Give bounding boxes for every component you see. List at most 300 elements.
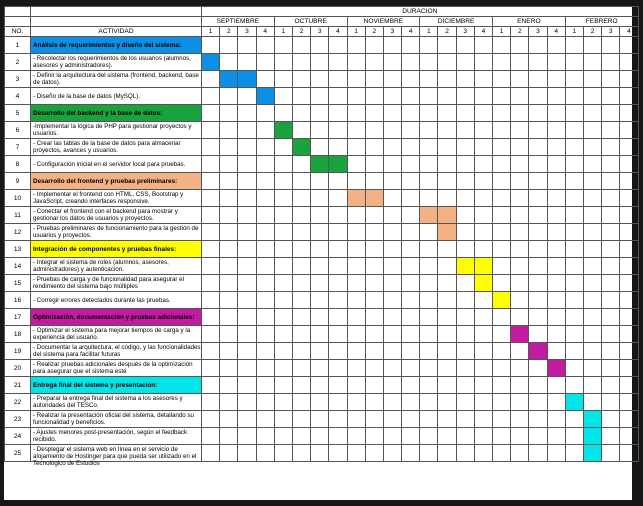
timeline-cell — [420, 445, 438, 462]
timeline-cell — [238, 394, 256, 411]
timeline-cell — [329, 88, 347, 105]
timeline-cell — [292, 241, 310, 258]
timeline-cell — [329, 173, 347, 190]
timeline-cell — [602, 326, 620, 343]
timeline-cell — [602, 309, 620, 326]
timeline-cell — [511, 156, 529, 173]
timeline-cell — [329, 360, 347, 377]
timeline-cell — [511, 275, 529, 292]
task-row — [5, 139, 639, 156]
timeline-cell — [602, 224, 620, 241]
timeline-cell — [547, 122, 565, 139]
task-description — [31, 88, 202, 105]
timeline-cell — [493, 122, 511, 139]
timeline-cell — [583, 224, 601, 241]
task-description — [31, 71, 202, 88]
timeline-cell — [547, 326, 565, 343]
timeline-cell — [256, 173, 274, 190]
timeline-cell — [383, 275, 401, 292]
timeline-cell — [602, 105, 620, 122]
timeline-cell — [292, 190, 310, 207]
timeline-cell — [383, 105, 401, 122]
timeline-cell — [493, 326, 511, 343]
timeline-cell — [547, 105, 565, 122]
timeline-cell — [202, 292, 220, 309]
timeline-cell — [583, 394, 601, 411]
timeline-cell — [347, 122, 365, 139]
timeline-cell — [274, 326, 292, 343]
gantt-table — [4, 6, 639, 467]
gantt-bar-cell — [274, 122, 292, 139]
activity-text: - Preparar la entrega final del sistema a los asesores y autoridades del TESCo. — [33, 395, 183, 409]
timeline-cell — [565, 190, 583, 207]
row-number: 11 — [5, 207, 31, 224]
timeline-cell — [256, 37, 274, 54]
timeline-cell — [456, 445, 474, 462]
timeline-cell — [583, 309, 601, 326]
timeline-cell — [274, 37, 292, 54]
week-header: 2 — [292, 27, 310, 37]
timeline-cell — [602, 190, 620, 207]
header-row-months — [5, 17, 639, 27]
timeline-cell — [220, 139, 238, 156]
timeline-cell — [220, 37, 238, 54]
timeline-cell — [602, 428, 620, 445]
task-row — [5, 343, 639, 360]
timeline-cell — [529, 394, 547, 411]
timeline-cell — [474, 190, 492, 207]
timeline-cell — [620, 71, 638, 88]
timeline-cell — [238, 207, 256, 224]
timeline-cell — [347, 173, 365, 190]
month-header: NOVIEMBRE — [347, 17, 420, 27]
gantt-bar-cell — [420, 207, 438, 224]
timeline-cell — [547, 173, 565, 190]
timeline-cell — [292, 207, 310, 224]
timeline-cell — [383, 394, 401, 411]
timeline-cell — [274, 309, 292, 326]
timeline-cell — [202, 156, 220, 173]
timeline-cell — [420, 360, 438, 377]
timeline-cell — [202, 377, 220, 394]
timeline-cell — [493, 258, 511, 275]
timeline-cell — [238, 411, 256, 428]
timeline-cell — [365, 105, 383, 122]
timeline-cell — [383, 54, 401, 71]
timeline-cell — [456, 241, 474, 258]
timeline-cell — [511, 71, 529, 88]
timeline-cell — [329, 394, 347, 411]
timeline-cell — [311, 54, 329, 71]
timeline-cell — [329, 445, 347, 462]
row-number: 10 — [5, 190, 31, 207]
week-header: 1 — [565, 27, 583, 37]
timeline-cell — [493, 360, 511, 377]
timeline-cell — [438, 156, 456, 173]
timeline-cell — [529, 54, 547, 71]
timeline-cell — [620, 37, 638, 54]
task-row — [5, 122, 639, 139]
timeline-cell — [274, 105, 292, 122]
timeline-cell — [583, 190, 601, 207]
timeline-cell — [402, 207, 420, 224]
timeline-cell — [238, 360, 256, 377]
timeline-cell — [311, 411, 329, 428]
timeline-cell — [438, 360, 456, 377]
timeline-cell — [565, 156, 583, 173]
timeline-cell — [529, 292, 547, 309]
timeline-cell — [438, 258, 456, 275]
gantt-bar-cell — [202, 54, 220, 71]
gantt-bar-cell — [311, 156, 329, 173]
timeline-cell — [383, 428, 401, 445]
row-number: 23 — [5, 411, 31, 428]
timeline-cell — [274, 275, 292, 292]
timeline-cell — [311, 428, 329, 445]
timeline-cell — [420, 88, 438, 105]
timeline-cell — [474, 360, 492, 377]
timeline-cell — [329, 309, 347, 326]
timeline-cell — [256, 105, 274, 122]
row-number: 1 — [5, 37, 31, 54]
timeline-cell — [602, 122, 620, 139]
timeline-cell — [420, 411, 438, 428]
timeline-cell — [620, 190, 638, 207]
task-row — [5, 445, 639, 462]
timeline-cell — [274, 292, 292, 309]
timeline-cell — [329, 71, 347, 88]
timeline-cell — [311, 343, 329, 360]
timeline-cell — [311, 360, 329, 377]
task-description — [31, 275, 202, 292]
timeline-cell — [620, 88, 638, 105]
task-description — [31, 411, 202, 428]
timeline-cell — [529, 411, 547, 428]
section-title — [31, 37, 202, 54]
timeline-cell — [602, 258, 620, 275]
timeline-cell — [238, 105, 256, 122]
timeline-cell — [329, 139, 347, 156]
timeline-cell — [493, 190, 511, 207]
timeline-cell — [511, 190, 529, 207]
timeline-cell — [311, 88, 329, 105]
timeline-cell — [529, 360, 547, 377]
timeline-cell — [420, 173, 438, 190]
timeline-cell — [583, 173, 601, 190]
timeline-cell — [256, 394, 274, 411]
timeline-cell — [311, 275, 329, 292]
timeline-cell — [238, 445, 256, 462]
timeline-cell — [456, 411, 474, 428]
gantt-bar-cell — [511, 326, 529, 343]
timeline-cell — [365, 309, 383, 326]
timeline-cell — [347, 394, 365, 411]
task-row — [5, 411, 639, 428]
timeline-cell — [402, 224, 420, 241]
timeline-cell — [365, 275, 383, 292]
timeline-cell — [202, 326, 220, 343]
timeline-cell — [583, 377, 601, 394]
timeline-cell — [365, 377, 383, 394]
timeline-cell — [329, 190, 347, 207]
timeline-cell — [347, 54, 365, 71]
timeline-cell — [256, 241, 274, 258]
timeline-cell — [511, 241, 529, 258]
timeline-cell — [402, 275, 420, 292]
timeline-cell — [620, 105, 638, 122]
timeline-cell — [365, 54, 383, 71]
timeline-cell — [547, 156, 565, 173]
timeline-cell — [383, 343, 401, 360]
timeline-cell — [256, 360, 274, 377]
timeline-cell — [220, 394, 238, 411]
timeline-cell — [202, 275, 220, 292]
timeline-cell — [529, 71, 547, 88]
timeline-cell — [493, 428, 511, 445]
timeline-cell — [220, 88, 238, 105]
timeline-cell — [311, 309, 329, 326]
timeline-cell — [474, 105, 492, 122]
timeline-cell — [493, 105, 511, 122]
timeline-cell — [474, 428, 492, 445]
timeline-cell — [529, 122, 547, 139]
timeline-cell — [602, 173, 620, 190]
timeline-cell — [274, 156, 292, 173]
timeline-cell — [311, 445, 329, 462]
row-number: 8 — [5, 156, 31, 173]
timeline-cell — [602, 445, 620, 462]
row-number: 15 — [5, 275, 31, 292]
timeline-cell — [583, 275, 601, 292]
timeline-cell — [365, 122, 383, 139]
activity-text: Integración de componentes y pruebas finales: — [33, 245, 177, 253]
timeline-cell — [347, 309, 365, 326]
timeline-cell — [256, 122, 274, 139]
timeline-cell — [292, 428, 310, 445]
timeline-cell — [238, 292, 256, 309]
timeline-cell — [365, 37, 383, 54]
timeline-cell — [456, 37, 474, 54]
header-row-weeks — [5, 27, 639, 37]
timeline-cell — [274, 54, 292, 71]
timeline-cell — [456, 105, 474, 122]
activity-column-header: ACTIVIDAD — [31, 27, 202, 37]
timeline-cell — [493, 411, 511, 428]
timeline-cell — [620, 394, 638, 411]
timeline-cell — [547, 224, 565, 241]
section-row — [5, 173, 639, 190]
timeline-cell — [565, 207, 583, 224]
month-header: DICIEMBRE — [420, 17, 493, 27]
timeline-cell — [529, 309, 547, 326]
gantt-bar-cell — [438, 224, 456, 241]
timeline-cell — [383, 207, 401, 224]
timeline-cell — [583, 292, 601, 309]
timeline-cell — [438, 343, 456, 360]
timeline-cell — [274, 258, 292, 275]
task-description — [31, 428, 202, 445]
timeline-cell — [329, 411, 347, 428]
timeline-cell — [256, 292, 274, 309]
activity-text: - Conectar el frontend con el backend para mostrar y gestionar los datos de usuarios y proyectos. — [33, 208, 178, 222]
header-blank — [5, 7, 31, 17]
timeline-cell — [474, 156, 492, 173]
timeline-cell — [220, 326, 238, 343]
timeline-cell — [292, 292, 310, 309]
timeline-cell — [493, 37, 511, 54]
timeline-cell — [456, 309, 474, 326]
timeline-cell — [620, 122, 638, 139]
section-title — [31, 241, 202, 258]
timeline-cell — [583, 360, 601, 377]
header-blank — [31, 7, 202, 17]
timeline-cell — [583, 326, 601, 343]
timeline-cell — [292, 122, 310, 139]
task-description — [31, 156, 202, 173]
timeline-cell — [256, 445, 274, 462]
task-row — [5, 428, 639, 445]
timeline-cell — [583, 343, 601, 360]
timeline-cell — [620, 241, 638, 258]
timeline-cell — [511, 173, 529, 190]
timeline-cell — [202, 207, 220, 224]
timeline-cell — [511, 105, 529, 122]
timeline-cell — [529, 156, 547, 173]
row-number: 17 — [5, 309, 31, 326]
timeline-cell — [256, 326, 274, 343]
timeline-cell — [402, 411, 420, 428]
timeline-cell — [365, 428, 383, 445]
timeline-cell — [402, 241, 420, 258]
timeline-cell — [402, 105, 420, 122]
timeline-cell — [402, 445, 420, 462]
header-row-duration — [5, 7, 639, 17]
timeline-cell — [402, 37, 420, 54]
timeline-cell — [311, 105, 329, 122]
timeline-cell — [420, 122, 438, 139]
task-description — [31, 190, 202, 207]
timeline-cell — [238, 139, 256, 156]
gantt-bar-cell — [583, 445, 601, 462]
timeline-cell — [383, 139, 401, 156]
timeline-cell — [402, 377, 420, 394]
timeline-cell — [347, 292, 365, 309]
timeline-cell — [456, 360, 474, 377]
timeline-cell — [602, 88, 620, 105]
timeline-cell — [292, 445, 310, 462]
timeline-cell — [438, 292, 456, 309]
task-row — [5, 360, 639, 377]
timeline-cell — [511, 428, 529, 445]
activity-text: - Pruebas preliminares de funcionamiento para la gestión de usuarios y proyectos. — [33, 225, 199, 239]
timeline-cell — [511, 377, 529, 394]
week-header: 2 — [438, 27, 456, 37]
timeline-cell — [438, 394, 456, 411]
timeline-cell — [202, 360, 220, 377]
timeline-cell — [365, 88, 383, 105]
timeline-cell — [420, 394, 438, 411]
timeline-cell — [329, 54, 347, 71]
timeline-cell — [329, 377, 347, 394]
timeline-cell — [220, 105, 238, 122]
timeline-cell — [274, 88, 292, 105]
section-row — [5, 37, 639, 54]
timeline-cell — [511, 309, 529, 326]
timeline-cell — [383, 173, 401, 190]
timeline-cell — [529, 445, 547, 462]
header-blank — [31, 17, 202, 27]
timeline-cell — [256, 54, 274, 71]
timeline-cell — [511, 224, 529, 241]
gantt-bar-cell — [529, 343, 547, 360]
task-description — [31, 258, 202, 275]
timeline-cell — [602, 54, 620, 71]
task-row — [5, 275, 639, 292]
timeline-cell — [329, 292, 347, 309]
timeline-cell — [438, 241, 456, 258]
timeline-cell — [438, 105, 456, 122]
timeline-cell — [602, 360, 620, 377]
timeline-cell — [438, 326, 456, 343]
timeline-cell — [438, 275, 456, 292]
timeline-cell — [347, 156, 365, 173]
week-header: 1 — [420, 27, 438, 37]
gantt-bar-cell — [238, 71, 256, 88]
timeline-cell — [438, 37, 456, 54]
timeline-cell — [383, 241, 401, 258]
timeline-cell — [402, 71, 420, 88]
gantt-bar-cell — [292, 139, 310, 156]
task-description — [31, 343, 202, 360]
timeline-cell — [511, 207, 529, 224]
timeline-cell — [402, 139, 420, 156]
gantt-bar-cell — [583, 411, 601, 428]
timeline-cell — [202, 139, 220, 156]
timeline-cell — [274, 343, 292, 360]
timeline-cell — [620, 377, 638, 394]
timeline-cell — [347, 411, 365, 428]
timeline-cell — [365, 258, 383, 275]
timeline-cell — [529, 207, 547, 224]
timeline-cell — [547, 190, 565, 207]
timeline-cell — [220, 258, 238, 275]
week-header: 3 — [529, 27, 547, 37]
timeline-cell — [238, 241, 256, 258]
section-title — [31, 105, 202, 122]
row-number: 7 — [5, 139, 31, 156]
timeline-cell — [420, 37, 438, 54]
activity-text: - Realizar pruebas adicionales después de la optimización para asegurar que el sistema esté — [33, 361, 193, 375]
timeline-cell — [583, 54, 601, 71]
timeline-cell — [329, 105, 347, 122]
timeline-cell — [547, 88, 565, 105]
timeline-cell — [474, 394, 492, 411]
timeline-cell — [347, 360, 365, 377]
timeline-cell — [347, 377, 365, 394]
timeline-cell — [202, 343, 220, 360]
timeline-cell — [202, 122, 220, 139]
timeline-cell — [347, 428, 365, 445]
timeline-cell — [438, 139, 456, 156]
timeline-cell — [474, 326, 492, 343]
timeline-cell — [511, 122, 529, 139]
gantt-bar-cell — [565, 394, 583, 411]
timeline-cell — [383, 445, 401, 462]
timeline-cell — [347, 224, 365, 241]
timeline-cell — [383, 360, 401, 377]
timeline-cell — [402, 156, 420, 173]
timeline-cell — [365, 71, 383, 88]
